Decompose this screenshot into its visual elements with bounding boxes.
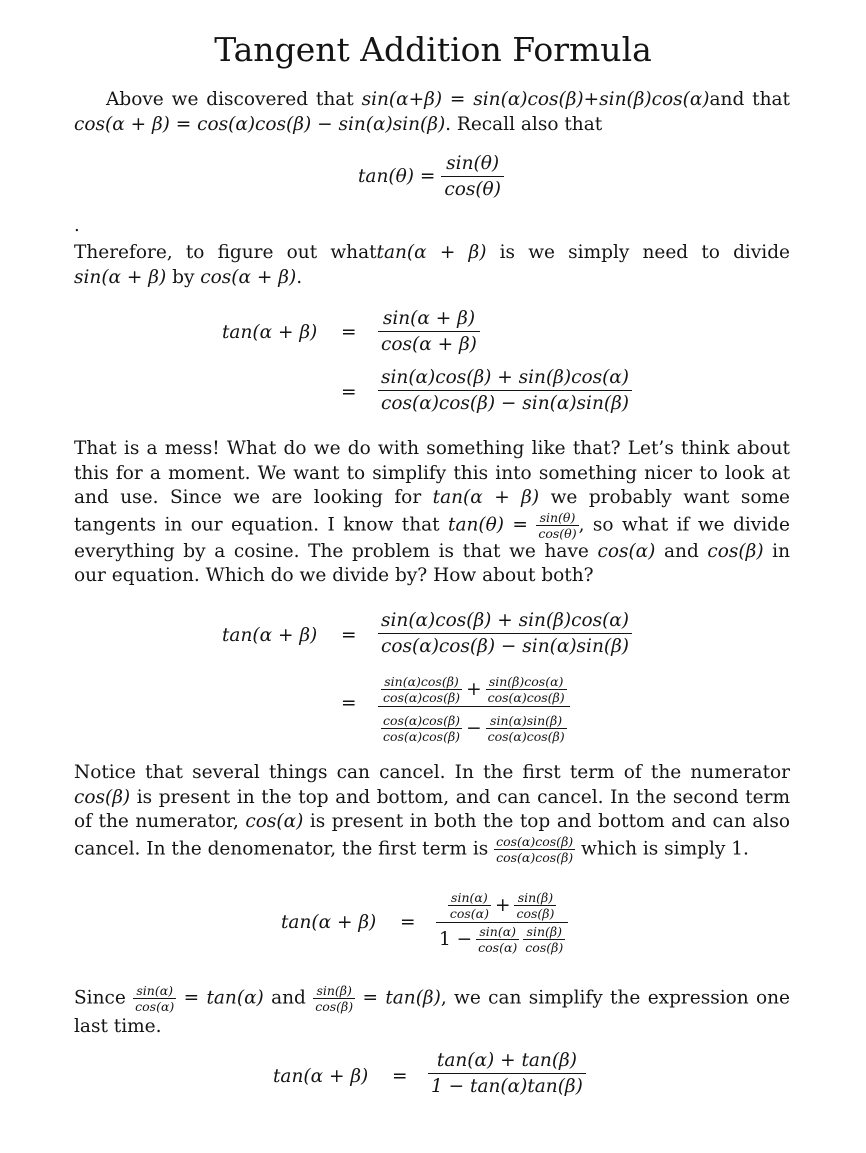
fraction-denominator: cos(θ)	[538, 525, 577, 541]
cos-alpha-inline: cos(α)	[245, 811, 304, 833]
fraction-numerator: cos(α)cos(β)	[496, 833, 574, 849]
final-text-2: and	[263, 987, 314, 1009]
eq3-equals-1: =	[341, 625, 357, 646]
fraction-denominator: cos(θ)	[441, 176, 504, 200]
eq3-row2-rhs	[378, 670, 570, 743]
eq5-lhs: tan(α + β)	[273, 1066, 369, 1087]
compound-fraction	[378, 670, 570, 743]
mess-text-2: we probably want some tangents in our equation. I know that	[74, 487, 790, 536]
intro-text-2: and that	[709, 89, 790, 110]
term-a-fraction	[381, 675, 462, 704]
eq3-lhs: tan(α + β)	[222, 625, 318, 646]
fraction-numerator: sin(α)	[451, 890, 488, 905]
mess-text-4: and	[655, 540, 708, 562]
eq2-equals-2: =	[341, 382, 357, 403]
stray-period: .	[74, 215, 80, 236]
eq5-equals: =	[392, 1066, 408, 1087]
cos-beta-inline: cos(β)	[74, 786, 131, 808]
divide-text-2: is we simply need to divide	[486, 242, 791, 263]
fraction-denominator: cos(α)cos(β)	[487, 690, 565, 705]
final-paragraph	[74, 984, 790, 1040]
fraction-numerator: sin(α)cos(β) + sin(β)cos(α)	[381, 610, 630, 631]
term-c-fraction	[381, 714, 462, 743]
cos-alpha-inline: cos(α)	[597, 540, 656, 562]
compound-fraction	[436, 886, 568, 954]
fraction-numerator: sin(β)	[316, 983, 352, 998]
eq2-lhs: tan(α + β)	[222, 322, 318, 343]
fraction-numerator: cos(α)cos(β)	[383, 713, 461, 728]
eq2-equals-1: =	[341, 322, 357, 343]
sin-beta-over-cos-beta	[523, 925, 565, 954]
cos-sum-identity: cos(α + β) = cos(α)cos(β) − sin(α)sin(β)	[74, 113, 446, 135]
eq4-equals: =	[400, 912, 416, 933]
fraction-denominator: cos(α)cos(β)	[383, 729, 461, 744]
mess-text-3: , so what if we divide everything by a cosine. The problem is that we have	[74, 514, 790, 562]
fraction-denominator: cos(α)cos(β)	[487, 729, 565, 744]
tan-alpha-inline: = tan(α)	[183, 987, 264, 1009]
fraction-numerator: sin(α)	[136, 983, 174, 998]
cos-sum-inline: cos(α + β)	[200, 266, 297, 288]
inline-sin-beta-fraction	[313, 984, 355, 1013]
fraction-denominator: cos(α + β)	[378, 331, 480, 355]
divide-text-3: by	[172, 266, 201, 288]
minus-sign: −	[466, 718, 482, 739]
fraction-numerator: sin(α + β)	[382, 308, 476, 329]
eq4-rhs	[436, 886, 568, 954]
fraction-numerator: sin(β)	[517, 890, 554, 905]
page-title: Tangent Addition Formula	[214, 30, 652, 69]
sin-beta-over-cos-beta	[514, 891, 556, 920]
compound-denominator	[378, 706, 570, 743]
expanded-fraction	[378, 367, 632, 414]
sin-alpha-over-cos-alpha	[448, 891, 491, 920]
intro-paragraph	[74, 88, 790, 137]
cancel-text-4: which is simply 1.	[575, 838, 749, 860]
fraction-numerator: sin(α)cos(β) + sin(β)cos(α)	[381, 367, 630, 388]
eq4-lhs: tan(α + β)	[281, 912, 377, 933]
intro-text-3: . Recall also that	[445, 113, 603, 135]
compound-denominator	[436, 922, 568, 954]
tan-beta-inline: = tan(β)	[362, 987, 441, 1009]
compound-numerator	[378, 670, 570, 706]
sin-sum-identity: sin(α+β) = sin(α)cos(β)+sin(β)cos(α)	[361, 89, 710, 110]
fraction-denominator: cos(β)	[516, 906, 555, 921]
final-text-3: , we can simplify the expression one last time.	[74, 987, 790, 1037]
final-text-1: Since	[74, 987, 134, 1009]
inline-sin-alpha-fraction	[133, 984, 176, 1013]
divide-text-1: Therefore, to figure out what	[74, 242, 377, 263]
fraction-denominator: cos(β)	[525, 940, 564, 955]
fraction-numerator: sin(α)sin(β)	[490, 713, 563, 728]
mess-paragraph	[74, 437, 790, 589]
final-fraction	[428, 1050, 586, 1097]
fraction-denominator: cos(β)	[315, 999, 354, 1014]
eq3-equals-2: =	[341, 693, 357, 714]
cos-beta-inline: cos(β)	[707, 540, 764, 562]
fraction-denominator: cos(α)cos(β) − sin(α)sin(β)	[378, 633, 632, 657]
fraction-denominator: cos(α)cos(β) − sin(α)sin(β)	[378, 390, 632, 414]
fraction-numerator: sin(β)	[526, 924, 562, 939]
sin-over-cos-fraction	[441, 153, 504, 200]
tan-definition-equation	[358, 153, 504, 200]
cancel-text-2: is present in the top and bottom, and can cancel. In the second term of the numerator,	[74, 786, 790, 833]
eq5-rhs	[428, 1050, 586, 1097]
fraction-numerator: sin(θ)	[539, 509, 576, 525]
divide-paragraph	[74, 241, 790, 290]
fraction-numerator: tan(α) + tan(β)	[436, 1050, 577, 1071]
sin-sum-over-cos-sum	[378, 308, 480, 355]
cancel-text-3: is present in both the top and bottom and can also cancel. In the denomenator, the first term is	[74, 811, 790, 860]
plus-sign: +	[466, 679, 482, 700]
cancel-paragraph	[74, 761, 790, 864]
fraction-denominator: cos(α)	[478, 940, 518, 955]
compound-numerator	[445, 886, 560, 922]
expanded-fraction	[378, 610, 632, 657]
tan-sum-inline: tan(α + β)	[432, 487, 540, 509]
eq2-row2-rhs	[378, 367, 632, 414]
fraction-numerator: sin(α)cos(β)	[384, 674, 459, 689]
inline-sin-cos-fraction	[536, 511, 578, 540]
inline-cos-cos-fraction	[494, 835, 575, 864]
mess-text-5: in our equation. Which do we divide by? How about both?	[74, 540, 790, 587]
eq3-row1-rhs	[378, 610, 632, 657]
plus-sign: +	[494, 895, 511, 916]
term-d-fraction	[486, 714, 567, 743]
term-b-fraction	[486, 675, 567, 704]
tan-theta-lhs: tan(θ) =	[358, 166, 436, 187]
fraction-denominator: cos(α)cos(β)	[383, 690, 461, 705]
fraction-numerator: sin(β)cos(α)	[488, 674, 564, 689]
tan-sum-inline: tan(α + β)	[376, 242, 487, 263]
fraction-numerator: sin(α)	[479, 924, 517, 939]
cancel-text-1: Notice that several things can cancel. In the first term of the numerator	[74, 762, 790, 783]
one-minus: 1 −	[439, 929, 473, 950]
fraction-numerator: sin(θ)	[446, 153, 500, 174]
fraction-denominator: cos(α)cos(β)	[496, 849, 574, 865]
sin-alpha-over-cos-alpha	[476, 925, 519, 954]
fraction-denominator: cos(α)	[135, 999, 175, 1014]
intro-text-1: Above we discovered that	[106, 89, 362, 110]
divide-text-4: .	[296, 266, 303, 288]
sin-sum-inline: sin(α + β)	[74, 266, 167, 288]
eq2-row1-rhs	[378, 308, 480, 355]
fraction-denominator: 1 − tan(α)tan(β)	[428, 1073, 586, 1097]
tan-theta-inline: tan(θ) =	[448, 514, 528, 536]
mess-text-1: That is a mess! What do we do with something like that? Let’s think about this for a moment. We want to simplify this into something nicer to look at and use. Since we are looking for	[74, 438, 790, 509]
fraction-denominator: cos(α)	[449, 906, 489, 921]
